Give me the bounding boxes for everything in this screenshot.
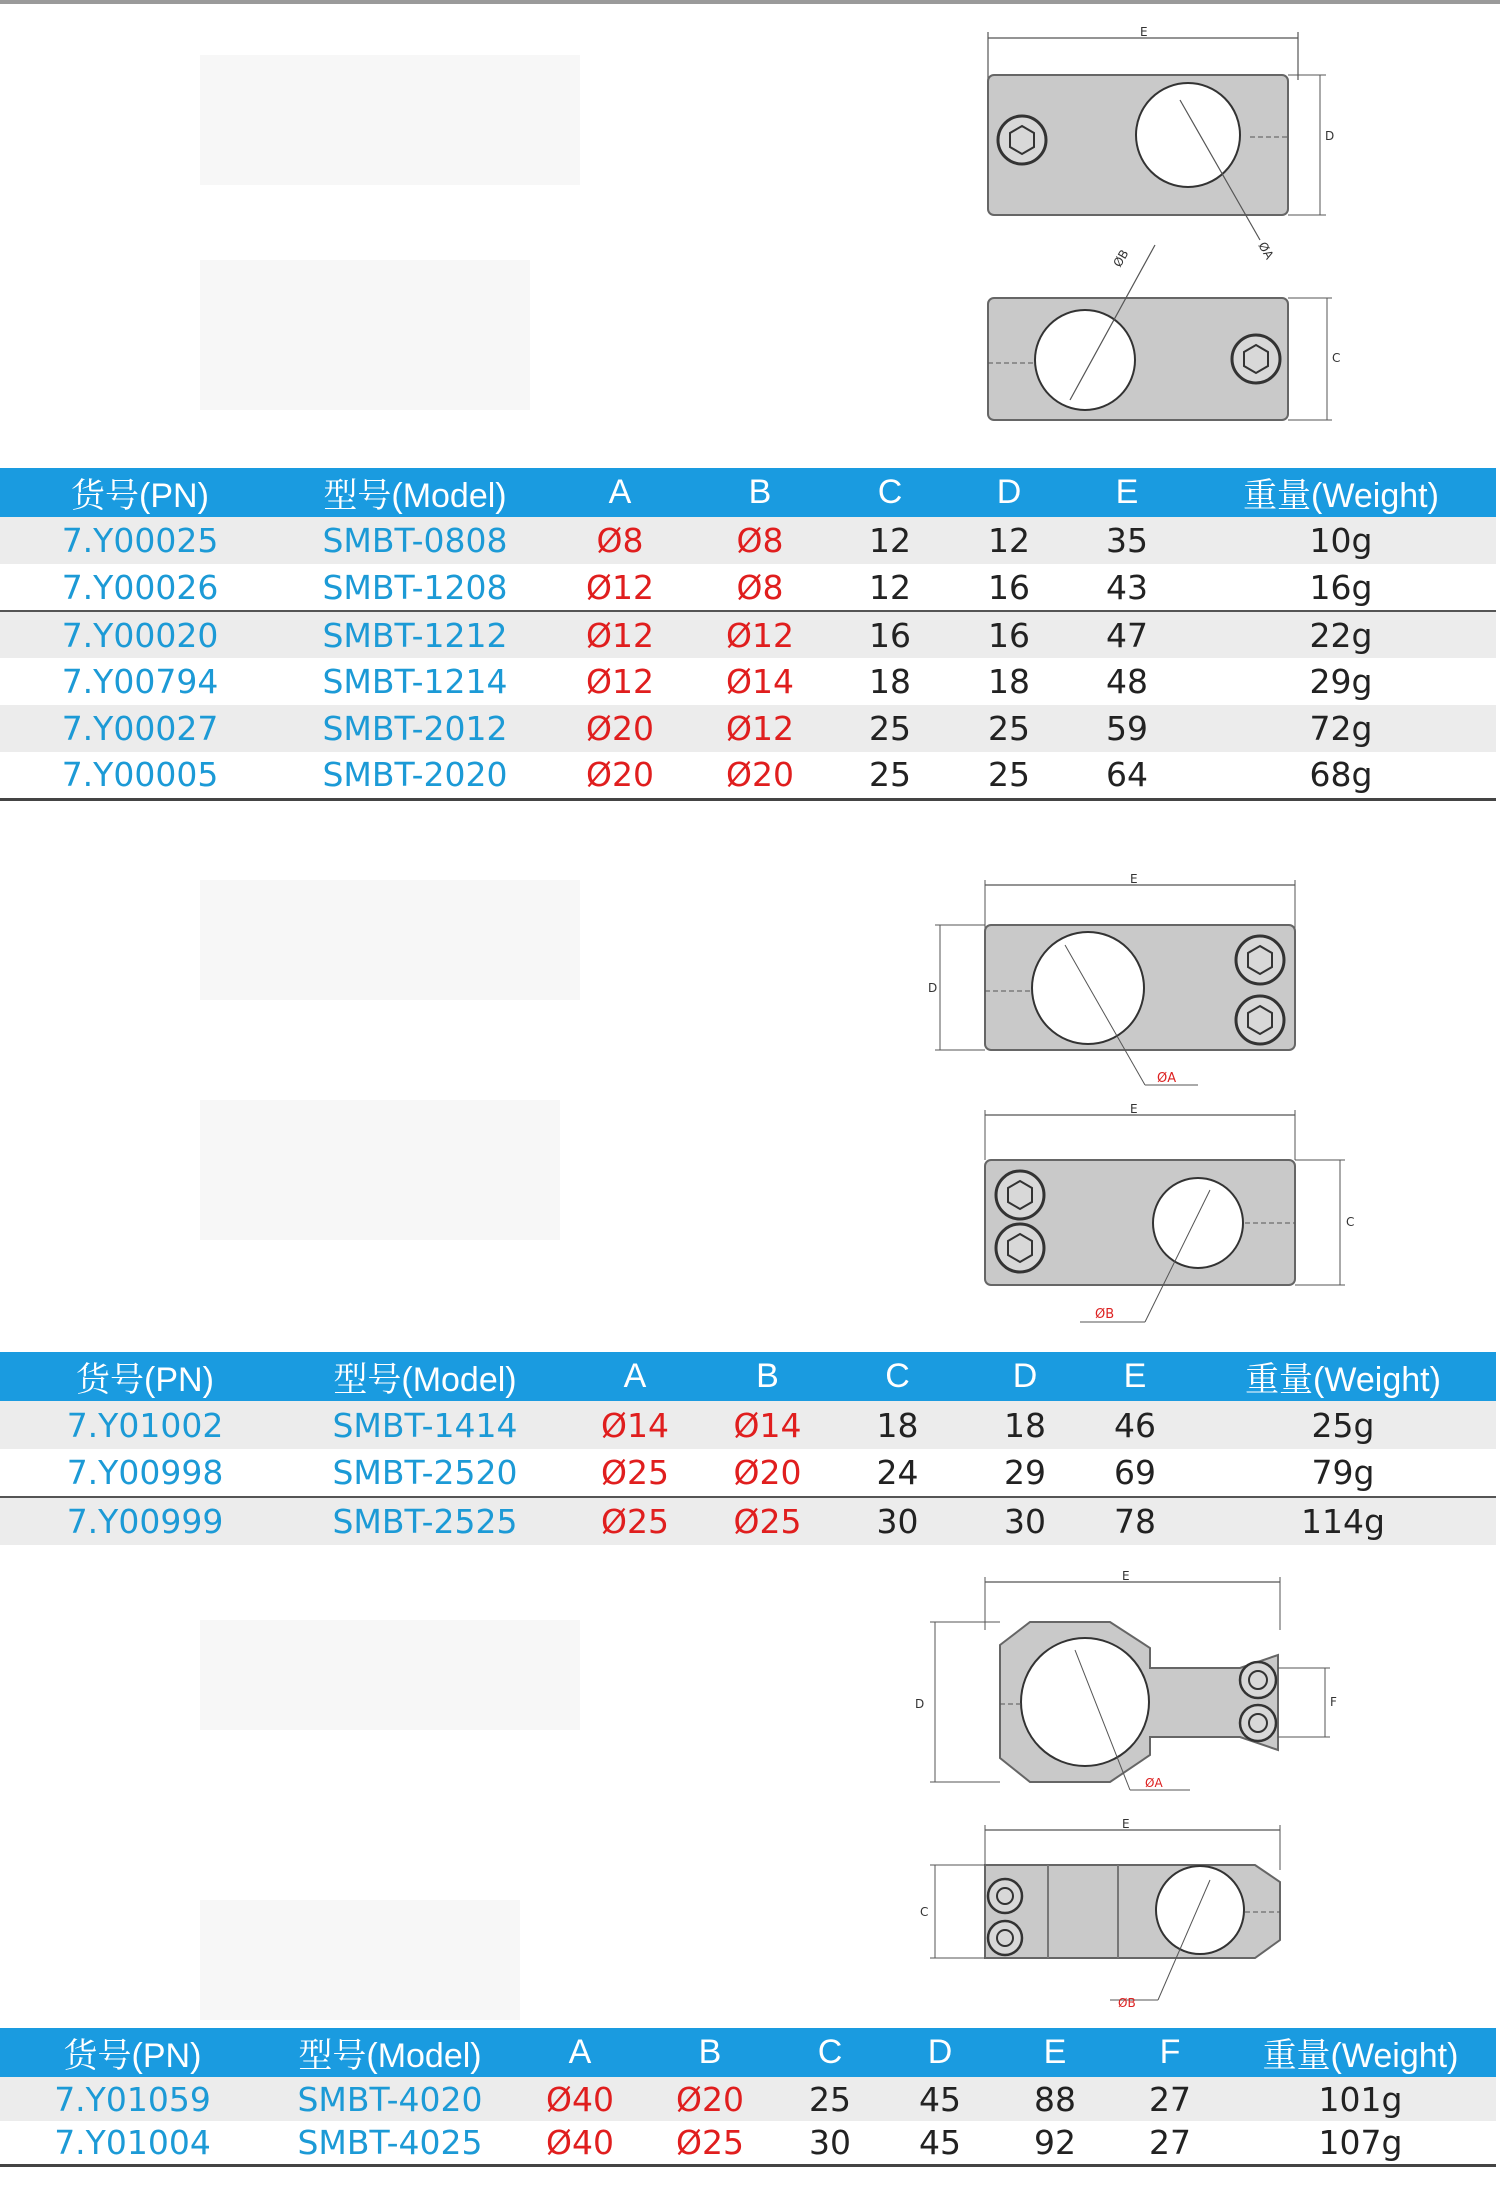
cell-c: 18: [825, 1401, 970, 1449]
cell-c: 16: [830, 611, 950, 658]
cell-weight: 10g: [1186, 517, 1496, 564]
cell-b: Ø14: [726, 662, 794, 701]
technical-drawing-type1: [970, 20, 1350, 430]
hex-bolt-icon: [1236, 936, 1284, 984]
header-b: B: [710, 1352, 825, 1401]
bore-circle: [1153, 1178, 1243, 1268]
cell-a: Ø12: [550, 611, 690, 658]
header-pn: 货号(PN): [0, 2028, 265, 2077]
cell-c: 25: [869, 755, 911, 795]
cell-e: 46: [1080, 1401, 1190, 1449]
header-model: 型号(Model): [265, 2028, 515, 2077]
dim-label-c: C: [1332, 351, 1341, 365]
cell-c: 25: [775, 2077, 885, 2121]
table-row: [0, 1449, 1496, 1497]
table-header-row: [0, 468, 1496, 517]
cell-c: 12: [869, 567, 911, 607]
bore-circle: [1136, 83, 1240, 187]
cell-d: 12: [950, 517, 1068, 564]
faded-product-photo: [200, 260, 530, 410]
technical-drawing-type3: [900, 1560, 1360, 2030]
cell-model: SMBT-2020: [322, 755, 508, 795]
cell-d: 25: [988, 755, 1030, 795]
spec-table-1: [0, 468, 1496, 801]
hex-bolt-icon: [988, 1879, 1022, 1913]
cell-pn: 7.Y00005: [61, 755, 219, 795]
header-d: D: [885, 2028, 995, 2077]
dim-label-a: ØA: [1157, 1071, 1177, 1086]
cell-b: Ø12: [690, 611, 830, 658]
header-e: E: [1080, 1352, 1190, 1401]
cell-weight: 114g: [1190, 1497, 1496, 1545]
cell-e: 69: [1114, 1453, 1156, 1492]
hex-bolt-icon: [1240, 1705, 1276, 1741]
cell-d: 30: [970, 1497, 1080, 1545]
bore-circle: [1021, 1638, 1149, 1766]
header-c: C: [825, 1352, 970, 1401]
table-row: [0, 752, 1496, 799]
header-b: B: [690, 468, 830, 517]
cell-weight: 72g: [1186, 705, 1496, 752]
cell-e: 35: [1068, 517, 1186, 564]
cell-model: SMBT-4025: [297, 2122, 483, 2162]
top-border: [0, 0, 1500, 4]
cell-weight: 25g: [1190, 1401, 1496, 1449]
header-c: C: [830, 468, 950, 517]
cell-c: 30: [809, 2122, 851, 2162]
spec-table-2: [0, 1352, 1496, 1545]
header-e: E: [995, 2028, 1115, 2077]
table-row: [0, 564, 1496, 611]
cell-e: 64: [1106, 755, 1148, 795]
spec-table-3: [0, 2028, 1496, 2167]
cell-weight: 68g: [1309, 755, 1373, 795]
cell-pn: 7.Y00999: [0, 1497, 290, 1545]
cell-f: 27: [1115, 2077, 1225, 2121]
header-weight: 重量(Weight): [1186, 468, 1496, 517]
cell-e: 43: [1106, 567, 1148, 607]
cell-pn: 7.Y00025: [0, 517, 280, 564]
bore-circle: [1032, 932, 1144, 1044]
cell-a: Ø25: [560, 1497, 710, 1545]
technical-drawing-type2: [920, 870, 1360, 1330]
cell-pn: 7.Y00020: [0, 611, 280, 658]
cell-b: Ø14: [710, 1401, 825, 1449]
table-row: [0, 2121, 1496, 2165]
cell-e: 47: [1068, 611, 1186, 658]
cell-e: 78: [1080, 1497, 1190, 1545]
cell-a: Ø14: [560, 1401, 710, 1449]
table-row: [0, 1497, 1496, 1545]
hex-bolt-icon: [996, 1171, 1044, 1219]
cell-pn: 7.Y01004: [54, 2122, 211, 2162]
faded-product-photo: [200, 880, 580, 1000]
header-f: F: [1115, 2028, 1225, 2077]
header-b: B: [645, 2028, 775, 2077]
cell-c: 30: [825, 1497, 970, 1545]
table-header-row: [0, 2028, 1496, 2077]
table-row: [0, 2077, 1496, 2121]
cell-c: 12: [830, 517, 950, 564]
cell-b: Ø8: [736, 567, 784, 607]
cell-c: 18: [869, 662, 911, 701]
header-a: A: [515, 2028, 645, 2077]
dim-label-b: ØB: [1095, 1307, 1115, 1322]
cell-a: Ø12: [586, 662, 654, 701]
cell-pn: 7.Y00026: [61, 567, 219, 607]
table-row: [0, 705, 1496, 752]
hex-bolt-icon: [1232, 335, 1280, 383]
dim-label-b: ØB: [1110, 247, 1132, 270]
cell-pn: 7.Y00027: [0, 705, 280, 752]
cell-c: 24: [876, 1453, 919, 1492]
cell-a: Ø40: [546, 2122, 614, 2162]
cell-model: SMBT-2520: [332, 1453, 518, 1492]
table-row: [0, 658, 1496, 705]
cell-d: 29: [1004, 1453, 1046, 1492]
header-weight: 重量(Weight): [1190, 1352, 1496, 1401]
dim-label-d: D: [915, 1697, 925, 1711]
table-row: [0, 1401, 1496, 1449]
cell-a: Ø25: [601, 1453, 669, 1492]
dim-label-b: ØB: [1118, 1996, 1136, 2010]
header-d: D: [970, 1352, 1080, 1401]
dim-label-e: E: [1130, 872, 1138, 886]
dim-label-e: E: [1130, 1102, 1138, 1116]
cell-e: 92: [1034, 2122, 1076, 2162]
faded-product-photo: [200, 1900, 520, 2020]
dim-label-c: C: [920, 1905, 929, 1919]
dim-label-a: ØA: [1145, 1776, 1163, 1790]
cell-weight: 22g: [1186, 611, 1496, 658]
cell-b: Ø20: [645, 2077, 775, 2121]
cell-b: Ø25: [710, 1497, 825, 1545]
cell-d: 16: [950, 611, 1068, 658]
cell-f: 27: [1149, 2122, 1191, 2162]
cell-pn: 7.Y00794: [61, 662, 219, 701]
cell-d: 18: [988, 662, 1030, 701]
dim-label-d: D: [1325, 129, 1335, 143]
table-row: [0, 517, 1496, 564]
hex-bolt-icon: [996, 1224, 1044, 1272]
cell-weight: 79g: [1311, 1453, 1375, 1492]
dim-label-e: E: [1122, 1569, 1130, 1583]
dim-label-c: C: [1346, 1215, 1355, 1229]
header-a: A: [560, 1352, 710, 1401]
cell-d: 25: [950, 705, 1068, 752]
cell-model: SMBT-1214: [322, 662, 508, 701]
dim-label-a: ØA: [1255, 239, 1277, 262]
cell-e: 48: [1106, 662, 1148, 701]
faded-product-photo: [200, 55, 580, 185]
cell-pn: 7.Y01002: [0, 1401, 290, 1449]
cell-a: Ø8: [550, 517, 690, 564]
header-e: E: [1068, 468, 1186, 517]
cell-b: Ø25: [676, 2122, 744, 2162]
table-header-row: [0, 1352, 1496, 1401]
cell-pn: 7.Y01059: [0, 2077, 265, 2121]
faded-product-photo: [200, 1100, 560, 1240]
cell-model: SMBT-2012: [280, 705, 550, 752]
cell-weight: 101g: [1225, 2077, 1496, 2121]
header-a: A: [550, 468, 690, 517]
cell-pn: 7.Y00998: [66, 1453, 224, 1492]
header-weight: 重量(Weight): [1225, 2028, 1496, 2077]
cell-a: Ø40: [515, 2077, 645, 2121]
cell-b: Ø20: [733, 1453, 802, 1492]
bore-circle: [1035, 310, 1135, 410]
cell-a: Ø20: [586, 755, 654, 795]
cell-weight: 107g: [1318, 2122, 1403, 2162]
header-pn: 货号(PN): [0, 1352, 290, 1401]
header-model: 型号(Model): [280, 468, 550, 517]
hex-bolt-icon: [988, 1921, 1022, 1955]
cell-weight: 16g: [1309, 567, 1373, 607]
bore-circle: [1156, 1866, 1244, 1954]
cell-d: 45: [919, 2122, 961, 2162]
cell-model: SMBT-1414: [290, 1401, 560, 1449]
hex-bolt-icon: [1240, 1662, 1276, 1698]
cell-d: 45: [885, 2077, 995, 2121]
cell-model: SMBT-1212: [280, 611, 550, 658]
header-d: D: [950, 468, 1068, 517]
header-c: C: [775, 2028, 885, 2077]
cell-b: Ø8: [690, 517, 830, 564]
cell-model: SMBT-2525: [290, 1497, 560, 1545]
cell-e: 59: [1068, 705, 1186, 752]
header-pn: 货号(PN): [0, 468, 280, 517]
cell-weight: 29g: [1309, 662, 1373, 701]
hex-bolt-icon: [1236, 996, 1284, 1044]
dim-label-e: E: [1140, 25, 1148, 39]
dim-label-d: D: [928, 981, 938, 995]
cell-a: Ø20: [550, 705, 690, 752]
cell-model: SMBT-1208: [322, 567, 508, 607]
faded-product-photo: [200, 1620, 580, 1730]
cell-model: SMBT-0808: [280, 517, 550, 564]
cell-b: Ø12: [690, 705, 830, 752]
dim-label-f: F: [1330, 1695, 1337, 1709]
header-model: 型号(Model): [290, 1352, 560, 1401]
cell-d: 16: [988, 567, 1030, 607]
cell-a: Ø12: [586, 567, 654, 607]
cell-e: 88: [995, 2077, 1115, 2121]
cell-c: 25: [830, 705, 950, 752]
hex-bolt-icon: [998, 116, 1046, 164]
dim-label-e: E: [1122, 1817, 1130, 1831]
table-row: [0, 611, 1496, 658]
cell-model: SMBT-4020: [265, 2077, 515, 2121]
cell-b: Ø20: [726, 755, 794, 795]
cell-d: 18: [970, 1401, 1080, 1449]
